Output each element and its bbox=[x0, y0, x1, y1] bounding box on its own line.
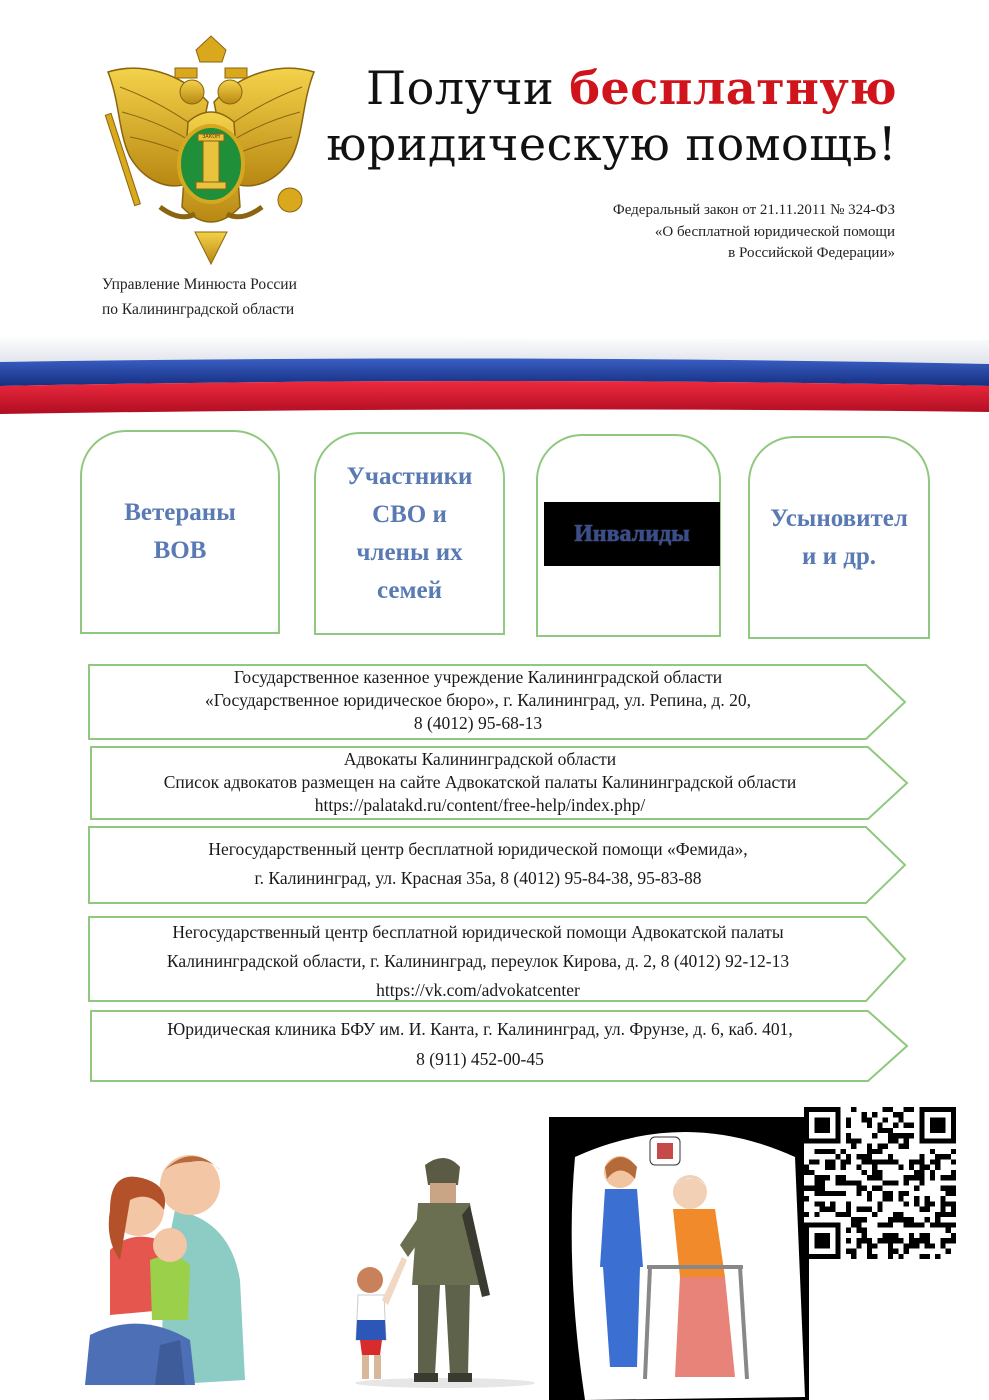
coat-of-arms-icon bbox=[100, 32, 322, 267]
page-title bbox=[326, 60, 897, 172]
law-line-2: «О бесплатной юридической помощи bbox=[654, 223, 895, 240]
soldier-and-child-illustration bbox=[330, 1145, 540, 1390]
title-highlight: бесплатную bbox=[569, 61, 897, 115]
caregiver-and-elderly-illustration bbox=[565, 1117, 809, 1400]
provider-line: 8 (911) 452-00-45 bbox=[416, 1049, 544, 1069]
provider-line: г. Калининград, ул. Красная 35а, 8 (4012) 95-84-38, 95-83-88 bbox=[254, 868, 702, 888]
category-label-line: Усыновител bbox=[770, 504, 908, 532]
category-label-line: семей bbox=[376, 576, 442, 604]
provider-banner-bfu-clinic bbox=[90, 1010, 910, 1082]
category-label-line: члены их bbox=[356, 538, 463, 566]
category-label-line: Инвалиды bbox=[544, 502, 720, 566]
category-label-line: Ветераны bbox=[124, 499, 236, 526]
category-label-line: Участники bbox=[346, 462, 473, 490]
provider-line: Юридическая клиника БФУ им. И. Канта, г. Калининград, ул. Фрунзе, д. 6, каб. 401, bbox=[167, 1019, 793, 1039]
title-line-2: юридическую помощь! bbox=[326, 117, 897, 171]
provider-banner-state-bureau bbox=[88, 664, 908, 740]
category-label-line: ВОВ bbox=[153, 537, 207, 564]
provider-line: https://palatakd.ru/content/free-help/index.php/ bbox=[314, 795, 646, 815]
category-card-svo bbox=[314, 432, 505, 635]
title-part-1: Получи bbox=[366, 61, 570, 115]
org-line-2: по Калининградской области bbox=[102, 301, 295, 318]
category-label-line: и и др. bbox=[801, 542, 877, 570]
svg-text:ЗАКОН: ЗАКОН bbox=[202, 134, 220, 140]
category-card-disabled bbox=[536, 434, 721, 637]
law-reference bbox=[613, 200, 895, 265]
provider-line: «Государственное юридическое бюро», г. Калининград, ул. Репина, д. 20, bbox=[205, 690, 751, 710]
category-card-adoptive bbox=[748, 436, 930, 639]
qr-code-icon[interactable] bbox=[804, 1107, 956, 1259]
family-illustration bbox=[80, 1140, 250, 1390]
provider-line: Негосударственный центр бесплатной юридической помощи Адвокатской палаты bbox=[172, 922, 784, 942]
provider-banner-bar-center bbox=[88, 916, 908, 1002]
provider-line: Список адвокатов размещен на сайте Адвокатской палаты Калининградской области bbox=[163, 772, 797, 792]
law-line-3: в Российской Федерации» bbox=[728, 245, 895, 261]
provider-banner-lawyers bbox=[90, 746, 910, 820]
law-line-1: Федеральный закон от 21.11.2011 № 324-ФЗ bbox=[612, 202, 895, 218]
organization-name bbox=[102, 272, 342, 322]
provider-line: Калининградской области, г. Калининград, переулок Кирова, д. 2, 8 (4012) 92-12-13 bbox=[166, 951, 790, 971]
provider-banner-femida bbox=[88, 826, 908, 904]
category-card-veterans bbox=[80, 430, 280, 634]
org-line-1: Управление Минюста России bbox=[102, 276, 297, 293]
provider-line: Государственное казенное учреждение Калининградской области bbox=[233, 667, 723, 687]
russian-flag-band bbox=[0, 336, 989, 414]
provider-line: Негосударственный центр бесплатной юридической помощи «Фемида», bbox=[208, 839, 748, 859]
category-label-line: СВО и bbox=[372, 500, 447, 528]
provider-line: https://vk.com/advokatcenter bbox=[376, 980, 580, 1000]
provider-line: 8 (4012) 95-68-13 bbox=[413, 713, 543, 733]
provider-line: Адвокаты Калининградской области bbox=[343, 749, 617, 769]
